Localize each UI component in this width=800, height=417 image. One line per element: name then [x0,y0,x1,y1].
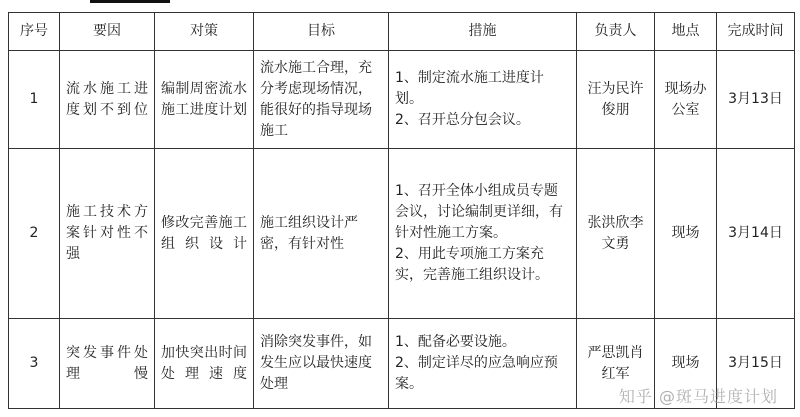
step-item: 1、配备必要设施。 [395,334,516,350]
table-row [9,51,795,149]
row-measure: 修改完善施工组织设计 [155,149,254,319]
row-due: 3月15日 [717,319,795,409]
row-no: 3 [9,319,60,409]
row-goal: 消除突发事件，如发生应以最快速度处理 [254,319,389,409]
step-item: 2、制定详尽的应急响应预案。 [395,355,558,392]
step-item: 2、召开总分包会议。 [395,112,530,128]
row-cause: 施工技术方案针对性不强 [60,149,155,319]
header-due: 完成时间 [717,13,795,51]
header-row [9,13,795,51]
row-place: 现场 [655,319,717,409]
row-owner: 张洪欣李文勇 [577,149,655,319]
row-owner: 严思凯肖红军 [577,319,655,409]
row-due: 3月13日 [717,51,795,149]
row-no: 1 [9,51,60,149]
header-place: 地点 [655,13,717,51]
row-steps [389,149,577,319]
row-place: 现场 [655,149,717,319]
header-goal: 目标 [254,13,389,51]
row-owner: 汪为民许俊朋 [577,51,655,149]
header-cause: 要因 [60,13,155,51]
header-steps: 措施 [389,13,577,51]
watermark: 知乎 @斑马进度计划 [618,387,778,406]
step-item: 1、召开全体小组成员专题会议，讨论编制更详细，有针对性施工方案。 [395,183,563,241]
header-no: 序号 [9,13,60,51]
row-due: 3月14日 [717,149,795,319]
row-cause: 流水施工进度划不到位 [60,51,155,149]
row-steps [389,319,577,409]
row-goal: 流水施工合理，充分考虑现场情况，能很好的指导现场施工 [254,51,389,149]
row-measure: 编制周密流水施工进度计划 [155,51,254,149]
step-item: 2、用此专项施工方案充实，完善施工组织设计。 [395,246,549,283]
row-no: 2 [9,149,60,319]
header-owner: 负责人 [577,13,655,51]
row-goal: 施工组织设计严密，有针对性 [254,149,389,319]
step-item: 1、制定流水施工进度计划。 [395,70,544,107]
top-divider [90,0,170,3]
countermeasure-table [8,12,795,409]
row-cause: 突发事件处理慢 [60,319,155,409]
row-place: 现场办公室 [655,51,717,149]
row-steps [389,51,577,149]
row-measure: 加快突出时间处理速度 [155,319,254,409]
header-measure: 对策 [155,13,254,51]
table-row [9,149,795,319]
